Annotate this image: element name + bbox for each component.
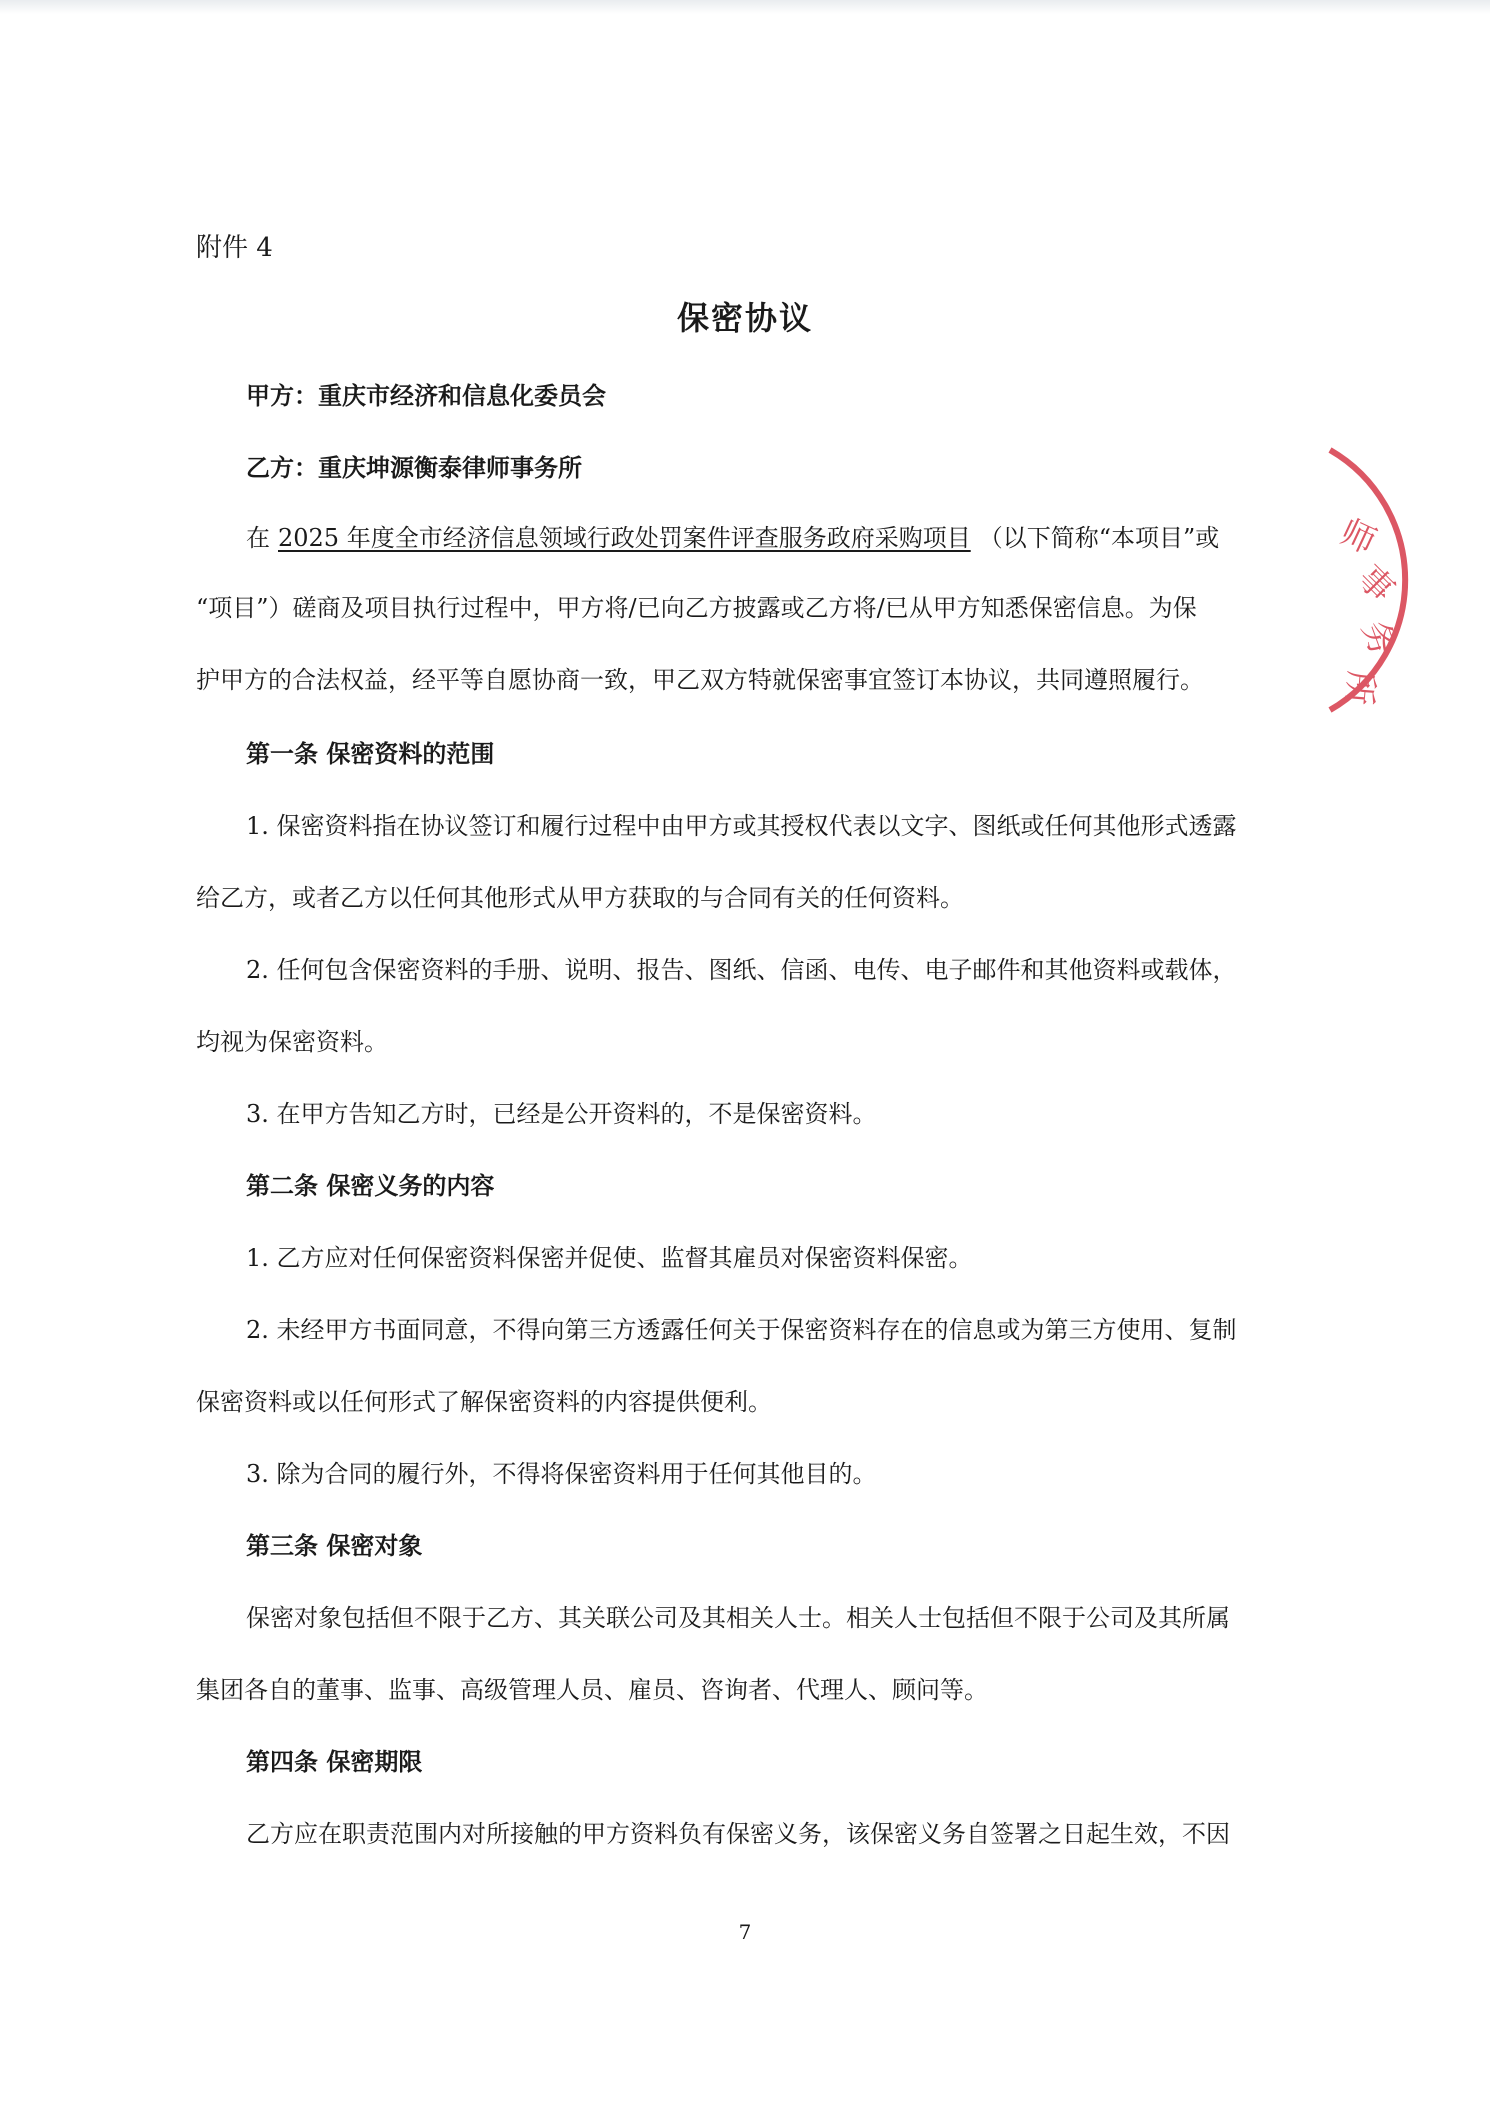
article2-heading: 第二条 保密义务的内容 — [246, 1171, 495, 1200]
article1-p2-line1: 2. 任何包含保密资料的手册、说明、报告、图纸、信函、电传、电子邮件和其他资料或载体， — [246, 956, 1237, 984]
seal-char-4: 所 — [1338, 669, 1381, 707]
article1-heading: 第一条 保密资料的范围 — [246, 739, 495, 768]
article2-p2-line1: 2. 未经甲方书面同意，不得向第三方透露任何关于保密资料存在的信息或为第三方使用、复制 — [246, 1316, 1237, 1344]
seal-char-2: 事 — [1349, 558, 1402, 611]
article3-p1-line1: 保密对象包括但不限于乙方、其关联公司及其相关人士。相关人士包括但不限于公司及其所属 — [246, 1604, 1230, 1632]
attachment-label: 附件 4 — [196, 233, 273, 263]
article3-heading: 第三条 保密对象 — [246, 1531, 423, 1560]
article1-p3: 3. 在甲方告知乙方时，已经是公开资料的，不是保密资料。 — [246, 1100, 877, 1128]
project-name: 2025 年度全市经济信息领域行政处罚案件评查服务政府采购项目 — [278, 524, 971, 552]
article2-p2-line2: 保密资料或以任何形式了解保密资料的内容提供便利。 — [196, 1388, 772, 1416]
article4-heading: 第四条 保密期限 — [246, 1747, 423, 1776]
seal-char-1: 师 — [1334, 511, 1382, 563]
seal-char-3: 务 — [1353, 615, 1403, 662]
page-number: 7 — [738, 1920, 752, 1944]
party-b: 乙方：重庆坤源衡泰律师事务所 — [246, 453, 582, 482]
seal-stamp — [1300, 430, 1460, 730]
article2-p3: 3. 除为合同的履行外，不得将保密资料用于任何其他目的。 — [246, 1460, 877, 1488]
article1-p1-line1: 1. 保密资料指在协议签订和履行过程中由甲方或其授权代表以文字、图纸或任何其他形式透露 — [246, 812, 1237, 840]
scan-edge-shadow — [0, 0, 1490, 14]
document-title: 保密协议 — [676, 299, 813, 337]
intro-line-1 — [246, 522, 1219, 554]
article1-p1-line2: 给乙方，或者乙方以任何其他形式从甲方获取的与合同有关的任何资料。 — [196, 884, 964, 912]
article3-p1-line2: 集团各自的董事、监事、高级管理人员、雇员、咨询者、代理人、顾问等。 — [196, 1676, 988, 1704]
article1-p2-line2: 均视为保密资料。 — [196, 1028, 388, 1056]
article4-p1-line1: 乙方应在职责范围内对所接触的甲方资料负有保密义务，该保密义务自签署之日起生效，不因 — [246, 1820, 1230, 1848]
intro-suffix: （以下简称“本项目”或 — [978, 524, 1220, 552]
intro-prefix: 在 — [246, 524, 270, 552]
article2-p1: 1. 乙方应对任何保密资料保密并促使、监督其雇员对保密资料保密。 — [246, 1244, 973, 1272]
intro-line-3: 护甲方的合法权益，经平等自愿协商一致，甲乙双方特就保密事宜签订本协议，共同遵照履行。 — [196, 666, 1204, 694]
intro-line-2: “项目”）磋商及项目执行过程中，甲方将/已向乙方披露或乙方将/已从甲方知悉保密信息。为保 — [196, 594, 1197, 622]
party-a: 甲方：重庆市经济和信息化委员会 — [246, 381, 606, 410]
